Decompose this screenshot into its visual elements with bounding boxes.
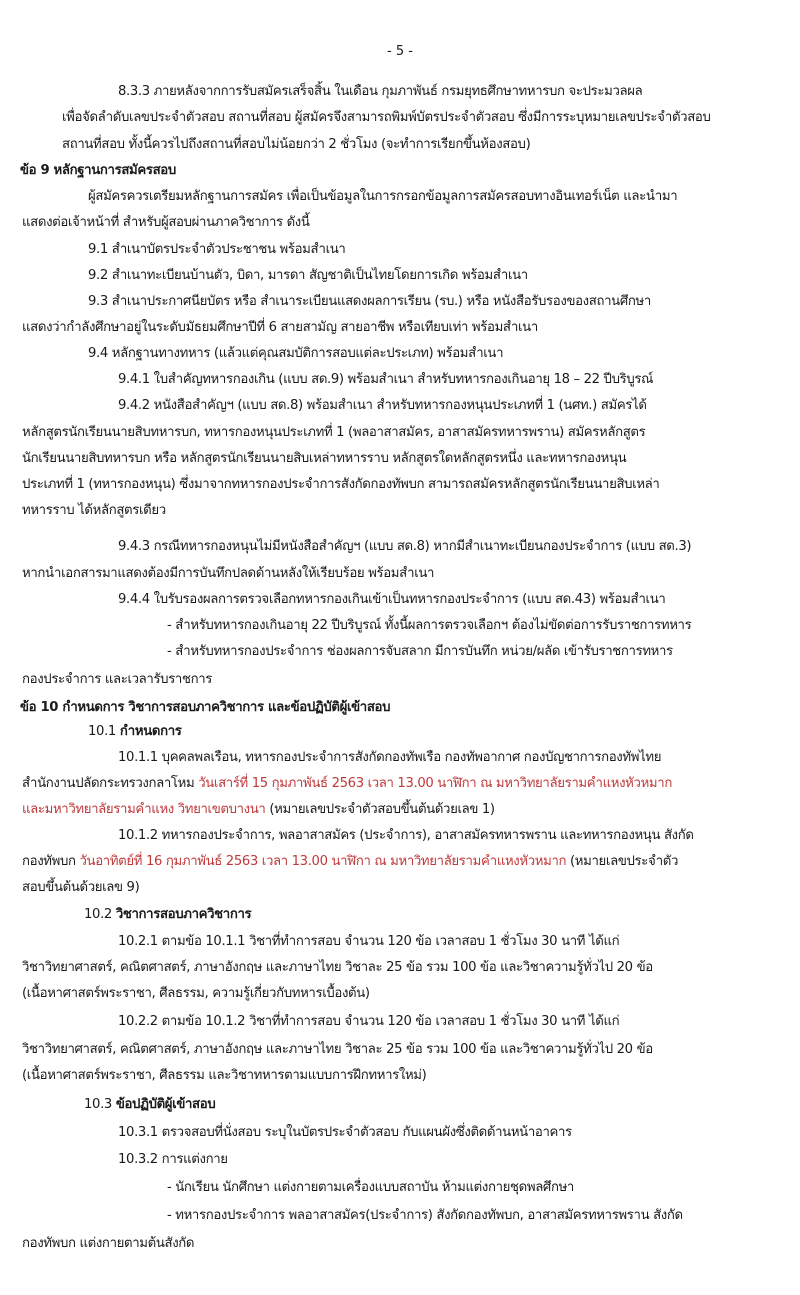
exam-date-saturday: วันเสาร์ที่ 15 กุมภาพันธ์ 2563 เวลา 13.00 นาฬิกา ณ มหาวิทยาลัยรามคำแหงหัวหมาก [198,776,672,791]
item-9-4-4: 9.4.4 ใบรับรองผลการตรวจเลือกทหารกองเกินเข้าเป็นทหารกองประจำการ (แบบ สด.43) พร้อมสำเนา [118,592,666,607]
item-10-1-1-office: สำนักงานปลัดกระทรวงกลาโหม [22,776,199,791]
subsection-10-3-number: 10.3 [84,1097,116,1112]
item-10-1-2-line-3: สอบขึ้นต้นด้วยเลข 9) [22,880,140,895]
item-9-4: 9.4 หลักฐานทางทหาร (แล้วแต่คุณสมบัติการสอบแต่ละประเภท) พร้อมสำเนา [88,346,504,361]
item-9-4-3-line-2: หากนำเอกสารมาแสดงต้องมีการบันทึกปลดด้านหลังให้เรียบร้อย พร้อมสำเนา [22,566,435,581]
subsection-10-2-title: วิชาการสอบภาควิชาการ [115,907,252,922]
item-10-3-2: 10.3.2 การแต่งกาย [118,1152,228,1167]
item-9-4-2-line-5: ทหารราบ ได้หลักสูตรเดียว [22,503,166,518]
item-9-2: 9.2 สำเนาทะเบียนบ้านตัว, บิดา, มารดา สัญชาติเป็นไทยโดยการเกิด พร้อมสำเนา [88,268,528,283]
item-9-3-line-2: แสดงว่ากำลังศึกษาอยู่ในระดับมัธยมศึกษาปีที่ 6 สายสามัญ สายอาชีพ หรือเทียบเท่า พร้อมสำเนา [22,320,538,335]
subsection-10-1-heading [88,722,182,742]
item-9-1: 9.1 สำเนาบัตรประจำตัวประชาชน พร้อมสำเนา [88,242,346,257]
exam-venue-bangna: และมหาวิทยาลัยรามคำแหง วิทยาเขตบางนา [22,802,266,817]
item-10-2-2-line-1: 10.2.2 ตามข้อ 10.1.2 วิชาที่ทำการสอบ จำนวน 120 ข้อ เวลาสอบ 1 ชั่วโมง 30 นาที ได้แก่ [118,1014,620,1029]
subsection-10-1-title: กำหนดการ [119,724,182,739]
para-8-3-3-line-2: เพื่อจัดลำดับเลขประจำตัวสอบ สถานที่สอบ ผู้สมัครจึงสามารถพิมพ์บัตรประจำตัวสอบ ซึ่งมีการระบุหมายเลขประจำตัวสอบ [62,110,711,125]
item-10-2-1-line-3: (เนื้อหาศาสตร์พระราชา, ศีลธรรม, ความรู้เกี่ยวกับทหารเบื้องต้น) [22,986,370,1001]
item-10-3-2-bullet-2: - ทหารกองประจำการ พลอาสาสมัคร(ประจำการ) สังกัดกองทัพบก, อาสาสมัครทหารพราน สังกัด [167,1208,683,1223]
item-10-3-1: 10.3.1 ตรวจสอบที่นั่งสอบ ระบุในบัตรประจำตัวสอบ กับแผนผังซึ่งติดด้านหน้าอาคาร [118,1125,572,1140]
item-10-1-2-line-1: 10.1.2 ทหารกองประจำการ, พลอาสาสมัคร (ประจำการ), อาสาสมัครทหารพราน และทหารกองหนุน สังกัด [118,828,694,843]
item-9-4-4-bullet-1: - สำหรับทหารกองเกินอายุ 22 ปีบริบูรณ์ ทั้งนี้ผลการตรวจเลือกฯ ต้องไม่ขัดต่อการรับราชการทหาร [167,618,692,633]
item-10-2-1-line-2: วิชาวิทยาศาสตร์, คณิตศาสตร์, ภาษาอังกฤษ และภาษาไทย วิชาละ 25 ข้อ รวม 100 ข้อ และวิชาความรู้ทั่วไป 20 ข้อ [22,960,653,975]
item-10-2-2-line-2: วิชาวิทยาศาสตร์, คณิตศาสตร์, ภาษาอังกฤษ และภาษาไทย วิชาละ 25 ข้อ รวม 100 ข้อ และวิชาความรู้ทั่วไป 20 ข้อ [22,1042,653,1057]
item-9-4-2-line-1: 9.4.2 หนังสือสำคัญฯ (แบบ สด.8) พร้อมสำเนา สำหรับทหารกองหนุนประเภทที่ 1 (นศท.) สมัครได้ [118,398,647,413]
section-10-heading: ข้อ 10 กำหนดการ วิชาการสอบภาควิชาการ และข้อปฏิบัติผู้เข้าสอบ [20,700,391,715]
item-9-4-4-bullet-2: - สำหรับทหารกองประจำการ ช่องผลการจับสลาก มีการบันทึก หน่วย/ผลัด เข้ารับราชการทหาร [167,644,673,659]
item-10-3-2-continuation: กองทัพบก แต่งกายตามต้นสังกัด [22,1236,195,1251]
item-9-4-4-continuation: กองประจำการ และเวลารับราชการ [22,672,213,687]
subsection-10-2-number: 10.2 [84,907,116,922]
exam-date-sunday: วันอาทิตย์ที่ 16 กุมภาพันธ์ 2563 เวลา 13.00 นาฬิกา ณ มหาวิทยาลัยรามคำแหงหัวหมาก [79,854,567,869]
para-8-3-3-line-1: 8.3.3 ภายหลังจากการรับสมัครเสร็จสิ้น ในเดือน กุมภาพันธ์ กรมยุทธศึกษาทหารบก จะประมวลผล [118,84,643,99]
para-8-3-3-line-3: สถานที่สอบ ทั้งนี้ควรไปถึงสถานที่สอบไม่น้อยกว่า 2 ชั่วโมง (จะทำการเรียกขึ้นห้องสอบ) [62,137,531,152]
subsection-10-1-number: 10.1 [88,724,120,739]
item-10-1-1-line-3 [22,800,495,820]
section-9-intro-line-2: แสดงต่อเจ้าหน้าที่ สำหรับผู้สอบผ่านภาควิชาการ ดังนี้ [22,215,310,230]
item-9-4-2-line-4: ประเภทที่ 1 (ทหารกองหนุน) ซึ่งมาจากทหารกองประจำการสังกัดกองทัพบก สามารถสมัครหลักสูตรนักเรียนนายสิบเหล่า [22,477,660,492]
page-number: - 5 - [387,44,413,59]
item-9-4-1: 9.4.1 ใบสำคัญทหารกองเกิน (แบบ สด.9) พร้อมสำเนา สำหรับทหารกองเกินอายุ 18 – 22 ปีบริบูรณ์ [118,372,653,387]
item-9-3-line-1: 9.3 สำเนาประกาศนียบัตร หรือ สำเนาระเบียนแสดงผลการเรียน (รบ.) หรือ หนังสือรับรองของสถานศึกษา [88,294,651,309]
item-9-4-3-line-1: 9.4.3 กรณีทหารกองหนุนไม่มีหนังสือสำคัญฯ (แบบ สด.8) หากมีสำเนาทะเบียนกองประจำการ (แบบ สด.3) [118,539,692,554]
item-9-4-2-line-2: หลักสูตรนักเรียนนายสิบทหารบก, ทหารกองหนุนประเภทที่ 1 (พลอาสาสมัคร, อาสาสมัครทหารพราน) สมัครหลักสูตร [22,425,646,440]
item-10-2-1-line-1: 10.2.1 ตามข้อ 10.1.1 วิชาที่ทำการสอบ จำนวน 120 ข้อ เวลาสอบ 1 ชั่วโมง 30 นาที ได้แก่ [118,934,620,949]
item-9-4-2-line-3: นักเรียนนายสิบทหารบก หรือ หลักสูตรนักเรียนนายสิบเหล่าทหารราบ หลักสูตรใดหลักสูตรหนึ่ง และทหารกองหนุน [22,451,627,466]
item-10-1-1-line-1: 10.1.1 บุคคลพลเรือน, ทหารกองประจำการสังกัดกองทัพเรือ กองทัพอากาศ กองบัญชาการกองทัพไทย [118,750,662,765]
subsection-10-2-heading [84,905,251,925]
item-10-1-2-line-2 [22,852,678,872]
exam-id-note-9-start: (หมายเลขประจำตัว [566,854,679,869]
section-9-intro-line-1: ผู้สมัครควรเตรียมหลักฐานการสมัคร เพื่อเป็นข้อมูลในการกรอกข้อมูลการสมัครสอบทางอินเทอร์เน็ต และนำมา [88,189,678,204]
subsection-10-3-title: ข้อปฏิบัติผู้เข้าสอบ [115,1097,216,1112]
item-10-1-2-army: กองทัพบก [22,854,80,869]
section-9-heading: ข้อ 9 หลักฐานการสมัครสอบ [20,163,176,178]
item-10-2-2-line-3: (เนื้อหาศาสตร์พระราชา, ศีลธรรม และวิชาทหารตามแบบการฝึกทหารใหม่) [22,1068,427,1083]
subsection-10-3-heading [84,1095,215,1115]
item-10-1-1-line-2 [22,774,672,794]
item-10-3-2-bullet-1: - นักเรียน นักศึกษา แต่งกายตามเครื่องแบบสถาบัน ห้ามแต่งกายชุดพลศึกษา [167,1180,574,1195]
exam-id-note-1: (หมายเลขประจำตัวสอบขึ้นต้นด้วยเลข 1) [265,802,495,817]
